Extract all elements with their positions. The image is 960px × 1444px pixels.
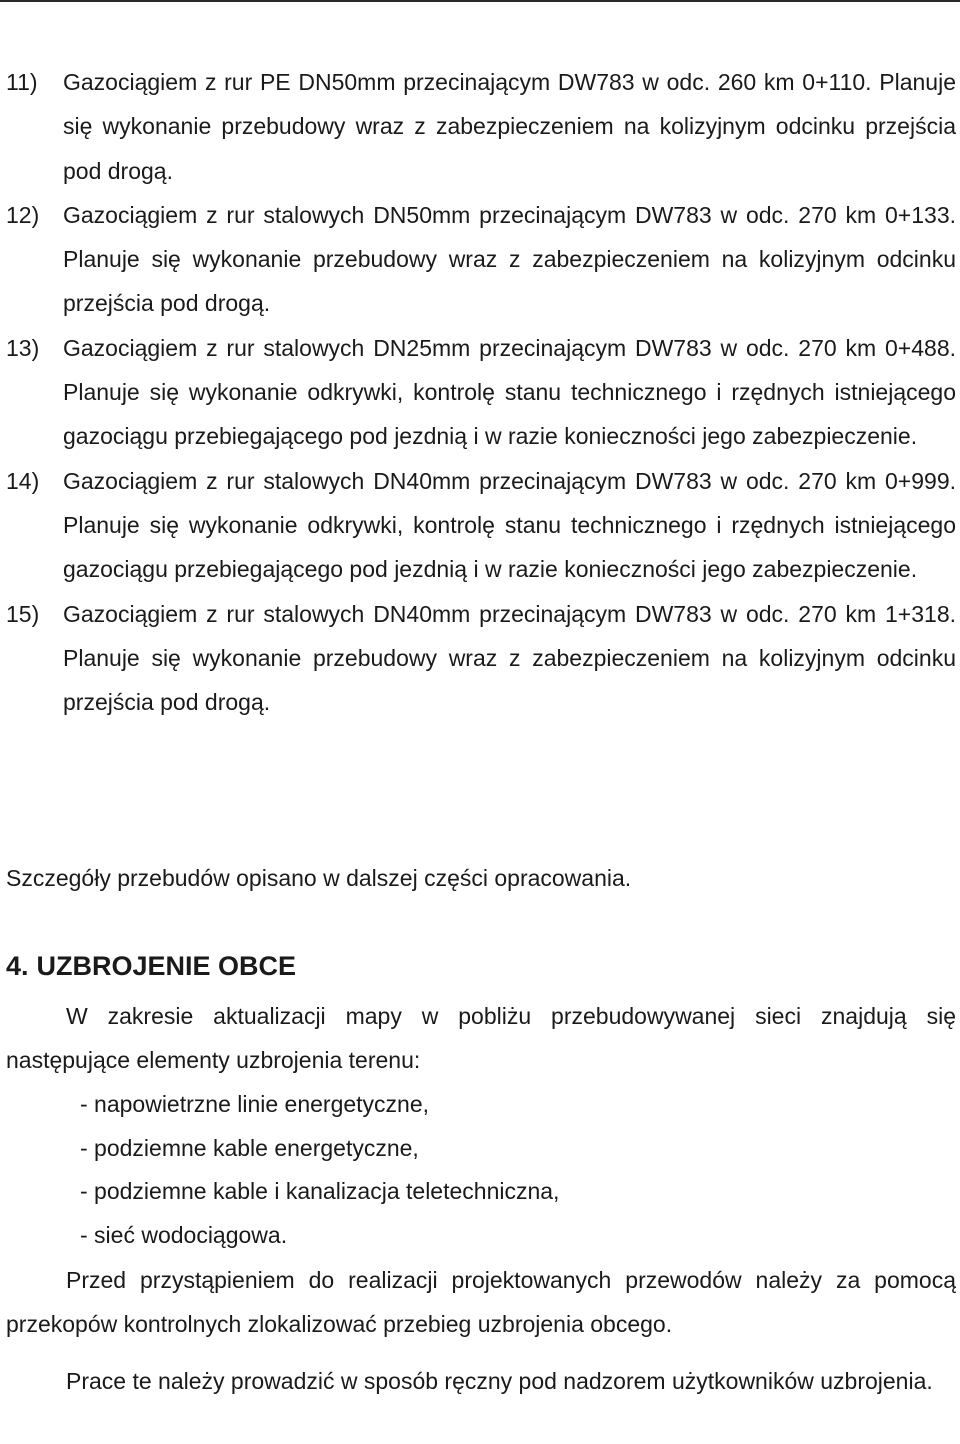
manual-work-paragraph: Prace te należy prowadzić w sposób ręczny pod nadzorem użytkowników uzbrojenia. xyxy=(66,1368,933,1394)
list-item-text: Gazociągiem z rur stalowych DN40mm przecinającym DW783 w odc. 270 km 0+999. Planuje się wykonanie odkrywki, kontrolę stanu technicznego i rzędnych istniejącego gazociągu przebiegającego pod jezdnią i w razie konieczności jego zabezpieczenie. xyxy=(63,467,956,583)
list-item-number: 12) xyxy=(6,201,40,228)
list-item-number: 11) xyxy=(6,69,38,95)
list-item xyxy=(6,459,956,592)
utility-item: - sieć wodociągowa. xyxy=(80,1222,288,1249)
section-title: UZBROJENIE OBCE xyxy=(36,951,297,981)
list-item-number: 15) xyxy=(6,600,40,627)
list-item-text: Gazociągiem z rur stalowych DN25mm przecinającym DW783 w odc. 270 km 0+488. Planuje się wykonanie odkrywki, kontrolę stanu technicznego i rzędnych istniejącego gazociągu przebiegającego pod jezdnią i w razie konieczności jego zabezpieczenie. xyxy=(63,334,956,450)
list-item xyxy=(6,193,956,326)
list-item-text: Gazociągiem z rur stalowych DN40mm przecinającym DW783 w odc. 270 km 1+318. Planuje się wykonanie przebudowy wraz z zabezpieczeniem na kolizyjnym odcinku przejścia pod drogą. xyxy=(63,600,956,716)
section-heading xyxy=(6,944,296,988)
intro-paragraph: W zakresie aktualizacji mapy w pobliżu przebudowywanej sieci znajdują się następujące elementy uzbrojenia terenu: xyxy=(6,1003,956,1073)
utility-item: - podziemne kable energetyczne, xyxy=(80,1134,419,1161)
utilities-list xyxy=(80,1083,559,1258)
utility-item: - podziemne kable i kanalizacja teletechniczna, xyxy=(80,1178,560,1205)
summary-sentence: Szczegóły przebudów opisano w dalszej części opracowania. xyxy=(6,865,632,891)
list-item xyxy=(6,326,956,459)
list-item-text: Gazociągiem z rur PE DN50mm przecinającym DW783 w odc. 260 km 0+110. Planuje się wykonanie przebudowy wraz z zabezpieczeniem na kolizyjnym odcinku przejścia pod drogą. xyxy=(63,69,956,184)
list-item-number: 14) xyxy=(6,467,40,494)
crossing-list xyxy=(6,60,956,724)
section-number: 4. xyxy=(6,951,29,981)
list-item xyxy=(6,592,956,725)
list-item xyxy=(6,60,956,193)
top-rule xyxy=(0,0,960,2)
list-item-text: Gazociągiem z rur stalowych DN50mm przecinającym DW783 w odc. 270 km 0+133. Planuje się wykonanie przebudowy wraz z zabezpieczeniem na kolizyjnym odcinku przejścia pod drogą. xyxy=(63,201,956,317)
before-work-paragraph: Przed przystąpieniem do realizacji projektowanych przewodów należy za pomocą przekopów kontrolnych zlokalizować przebieg uzbrojenia obcego. xyxy=(6,1267,956,1337)
utility-item: - napowietrzne linie energetyczne, xyxy=(80,1091,430,1117)
list-item-number: 13) xyxy=(6,334,40,361)
